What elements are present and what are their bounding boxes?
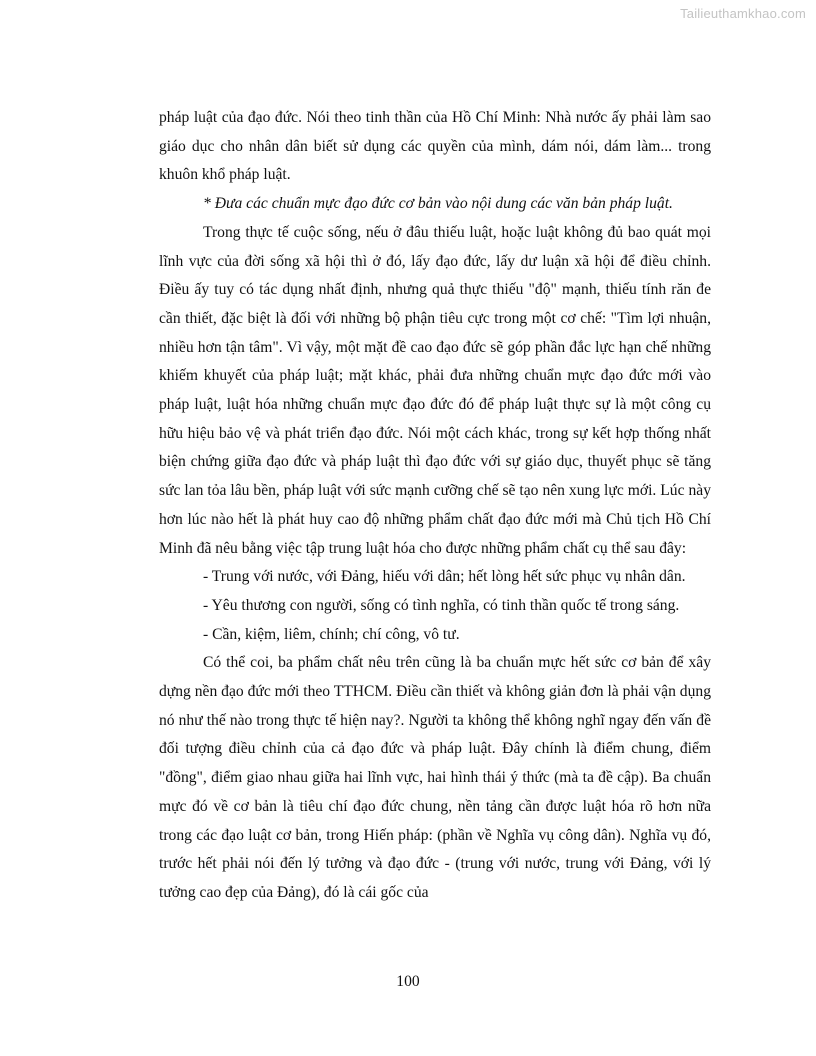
- page-body: [159, 104, 711, 908]
- watermark: Tailieuthamkhao.com: [680, 6, 806, 21]
- list-item: - Yêu thương con người, sống có tình nghĩa, có tinh thần quốc tế trong sáng.: [203, 596, 680, 614]
- list-item: - Trung với nước, với Đảng, hiếu với dân; hết lòng hết sức phục vụ nhân dân.: [203, 568, 686, 586]
- paragraph: Có thể coi, ba phẩm chất nêu trên cũng là ba chuẩn mực hết sức cơ bản để xây dựng nền đạo đức mới theo TTHCM. Điều cần thiết và không giản đơn là phải vận dụng nó như thế nào trong thực tế hiện nay?. Người ta không thể không nghĩ ngay đến vấn đề đối tượng điều chỉnh của cả đạo đức và pháp luật. Đây chính là điểm chung, điểm "đồng", điểm giao nhau giữa hai lĩnh vực, hai hình thái ý thức (mà ta đề cập). Ba chuẩn mực đó về cơ bản là tiêu chí đạo đức chung, nền tảng cần được luật hóa rõ hơn nữa trong các đạo luật cơ bản, trong Hiến pháp: (phần về Nghĩa vụ công dân). Nghĩa vụ đó, trước hết phải nói đến lý tưởng và đạo đức - (trung với nước, trung với Đảng, với lý tưởng cao đẹp của Đảng), đó là cái gốc của: [159, 654, 711, 901]
- section-heading: * Đưa các chuẩn mực đạo đức cơ bản vào nội dung các văn bản pháp luật.: [203, 195, 673, 213]
- page-number: 100: [396, 973, 420, 990]
- paragraph: Trong thực tế cuộc sống, nếu ở đâu thiếu luật, hoặc luật không đủ bao quát mọi lĩnh vực của đời sống xã hội thì ở đó, lấy đạo đức, lấy dư luận xã hội để điều chỉnh. Điều ấy tuy có tác dụng nhất định, nhưng quả thực thiếu "độ" mạnh, thiếu tính răn đe cần thiết, đặc biệt là đối với những bộ phận tiêu cực trong một cơ chế: "Tìm lợi nhuận, nhiều hơn tận tâm". Vì vậy, một mặt đề cao đạo đức sẽ góp phần đắc lực hạn chế những khiếm khuyết của pháp luật; mặt khác, phải đưa những chuẩn mực đạo đức mới vào pháp luật, luật hóa những chuẩn mực đạo đức đó để pháp luật thực sự là một công cụ hữu hiệu bảo vệ và phát triển đạo đức. Nói một cách khác, trong sự kết hợp thống nhất biện chứng giữa đạo đức và pháp luật thì đạo đức với sự giáo dục, thuyết phục sẽ tăng sức lan tỏa lâu bền, pháp luật với sức mạnh cưỡng chế sẽ tạo nên xung lực mới. Lúc này hơn lúc nào hết là phát huy cao độ những phẩm chất đạo đức mới mà Chủ tịch Hồ Chí Minh đã nêu bằng việc tập trung luật hóa cho được những phẩm chất cụ thể sau đây:: [159, 223, 711, 557]
- paragraph-continuation: pháp luật của đạo đức. Nói theo tinh thần của Hồ Chí Minh: Nhà nước ấy phải làm sao giáo dục cho nhân dân biết sử dụng các quyền của mình, dám nói, dám làm... trong khuôn khổ pháp luật.: [159, 109, 711, 184]
- list-item: - Cần, kiệm, liêm, chính; chí công, vô tư.: [203, 625, 460, 643]
